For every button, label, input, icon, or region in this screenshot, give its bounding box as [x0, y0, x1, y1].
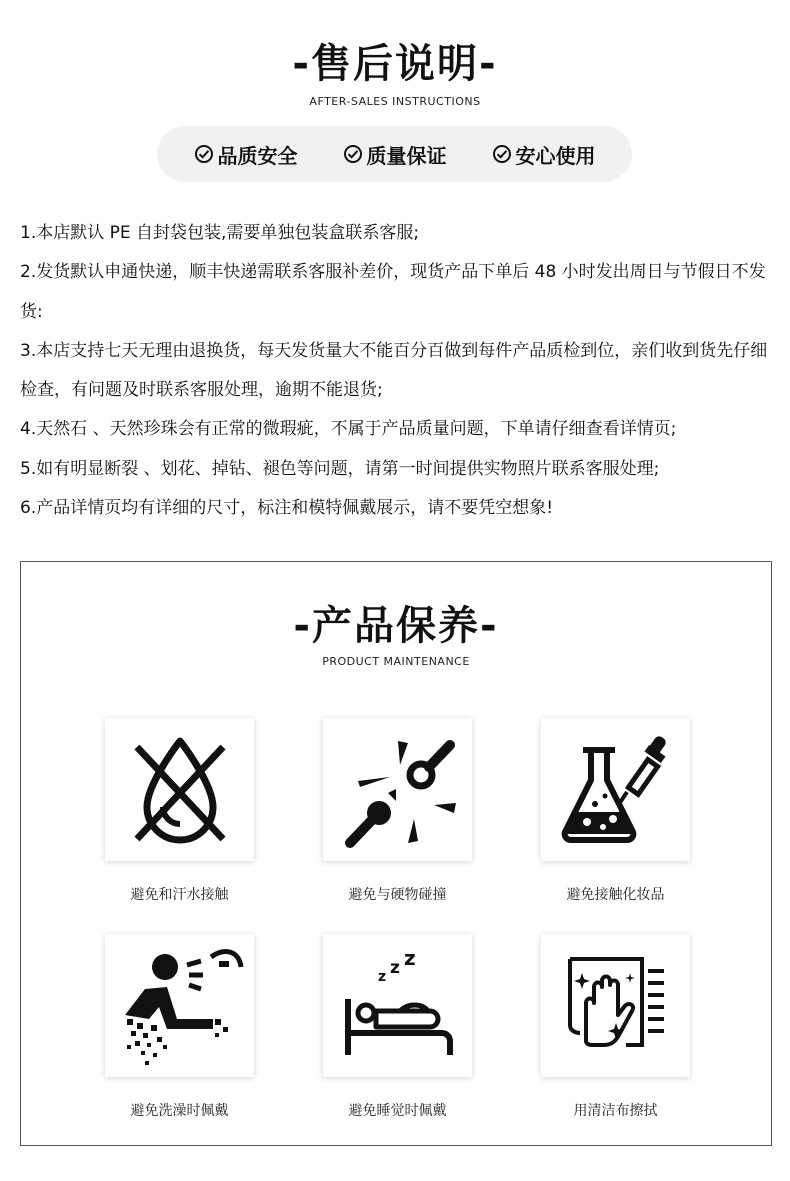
- maintenance-title: -产品保养-: [293, 603, 499, 649]
- care-card-sleep: [323, 934, 472, 1077]
- rule-item: 4.天然石 、天然珍珠会有正常的微瑕疵，不属于产品质量问题，下单请仔细查看详情页;: [20, 419, 677, 440]
- maintenance-subtitle: PRODUCT MAINTENANCE: [322, 655, 470, 668]
- guarantee-badge-bar: [157, 126, 632, 182]
- svg-text:z: z: [377, 968, 386, 985]
- badge-safe-use: [492, 140, 596, 169]
- care-card-sweat: [105, 718, 254, 861]
- svg-text:z: z: [389, 957, 400, 978]
- cleaning-cloth-icon: [556, 951, 676, 1061]
- rule-item: 1.本店默认 PE 自封袋包装,需要单独包装盒联系客服;: [20, 223, 420, 243]
- check-circle-icon: [343, 144, 363, 164]
- care-card-cosmetics: [541, 718, 690, 861]
- badge-quality-guarantee: [343, 140, 447, 169]
- maintenance-panel: [20, 561, 772, 1146]
- rule-item: 6.产品详情页均有详细的尺寸，标注和模特佩戴展示，请不要凭空想象!: [20, 498, 554, 519]
- chemical-flask-icon: [551, 730, 681, 850]
- svg-text:z: z: [403, 950, 416, 970]
- rule-item: 5.如有明显断裂 、划花、掉钻、褪色等问题，请第一时间提供实物照片联系客服处理;: [20, 458, 660, 479]
- care-card-collision: [323, 718, 472, 861]
- after-sales-title: -售后说明-: [292, 41, 498, 87]
- after-sales-rules: [20, 214, 772, 528]
- check-circle-icon: [194, 144, 214, 164]
- care-label: 避免接触化妆品: [566, 887, 665, 903]
- rule-item: 3.本店支持七天无理由退换货，每天发货量大不能百分百做到每件产品质检到位，亲们收到货先仔细检查，有问题及时联系客服处理，逾期不能退货;: [20, 340, 768, 401]
- shower-icon: [115, 945, 245, 1067]
- care-label: 避免睡觉时佩戴: [348, 1103, 447, 1119]
- collision-icon: [338, 731, 458, 849]
- care-label: 避免和汗水接触: [130, 887, 229, 903]
- badge-label: 质量保证: [366, 143, 447, 168]
- rule-item: 2.发货默认申通快递，顺丰快递需联系客服补差价，现货产品下单后 48 小时发出周日与节假日不发货:: [20, 262, 766, 322]
- care-label: 用清洁布擦拭: [573, 1103, 658, 1119]
- care-card-shower: [105, 934, 254, 1077]
- care-label: 避免洗澡时佩戴: [130, 1103, 229, 1119]
- after-sales-subtitle: AFTER-SALES INSTRUCTIONS: [309, 95, 481, 108]
- sleeping-icon: [338, 951, 458, 1061]
- care-label: 避免与硬物碰撞: [348, 887, 447, 903]
- check-circle-icon: [492, 144, 512, 164]
- badge-label: 品质安全: [217, 143, 298, 168]
- badge-label: 安心使用: [515, 143, 596, 168]
- no-water-drop-icon: [125, 731, 235, 849]
- care-card-cleaning: [541, 934, 690, 1077]
- badge-quality-safety: [194, 140, 298, 169]
